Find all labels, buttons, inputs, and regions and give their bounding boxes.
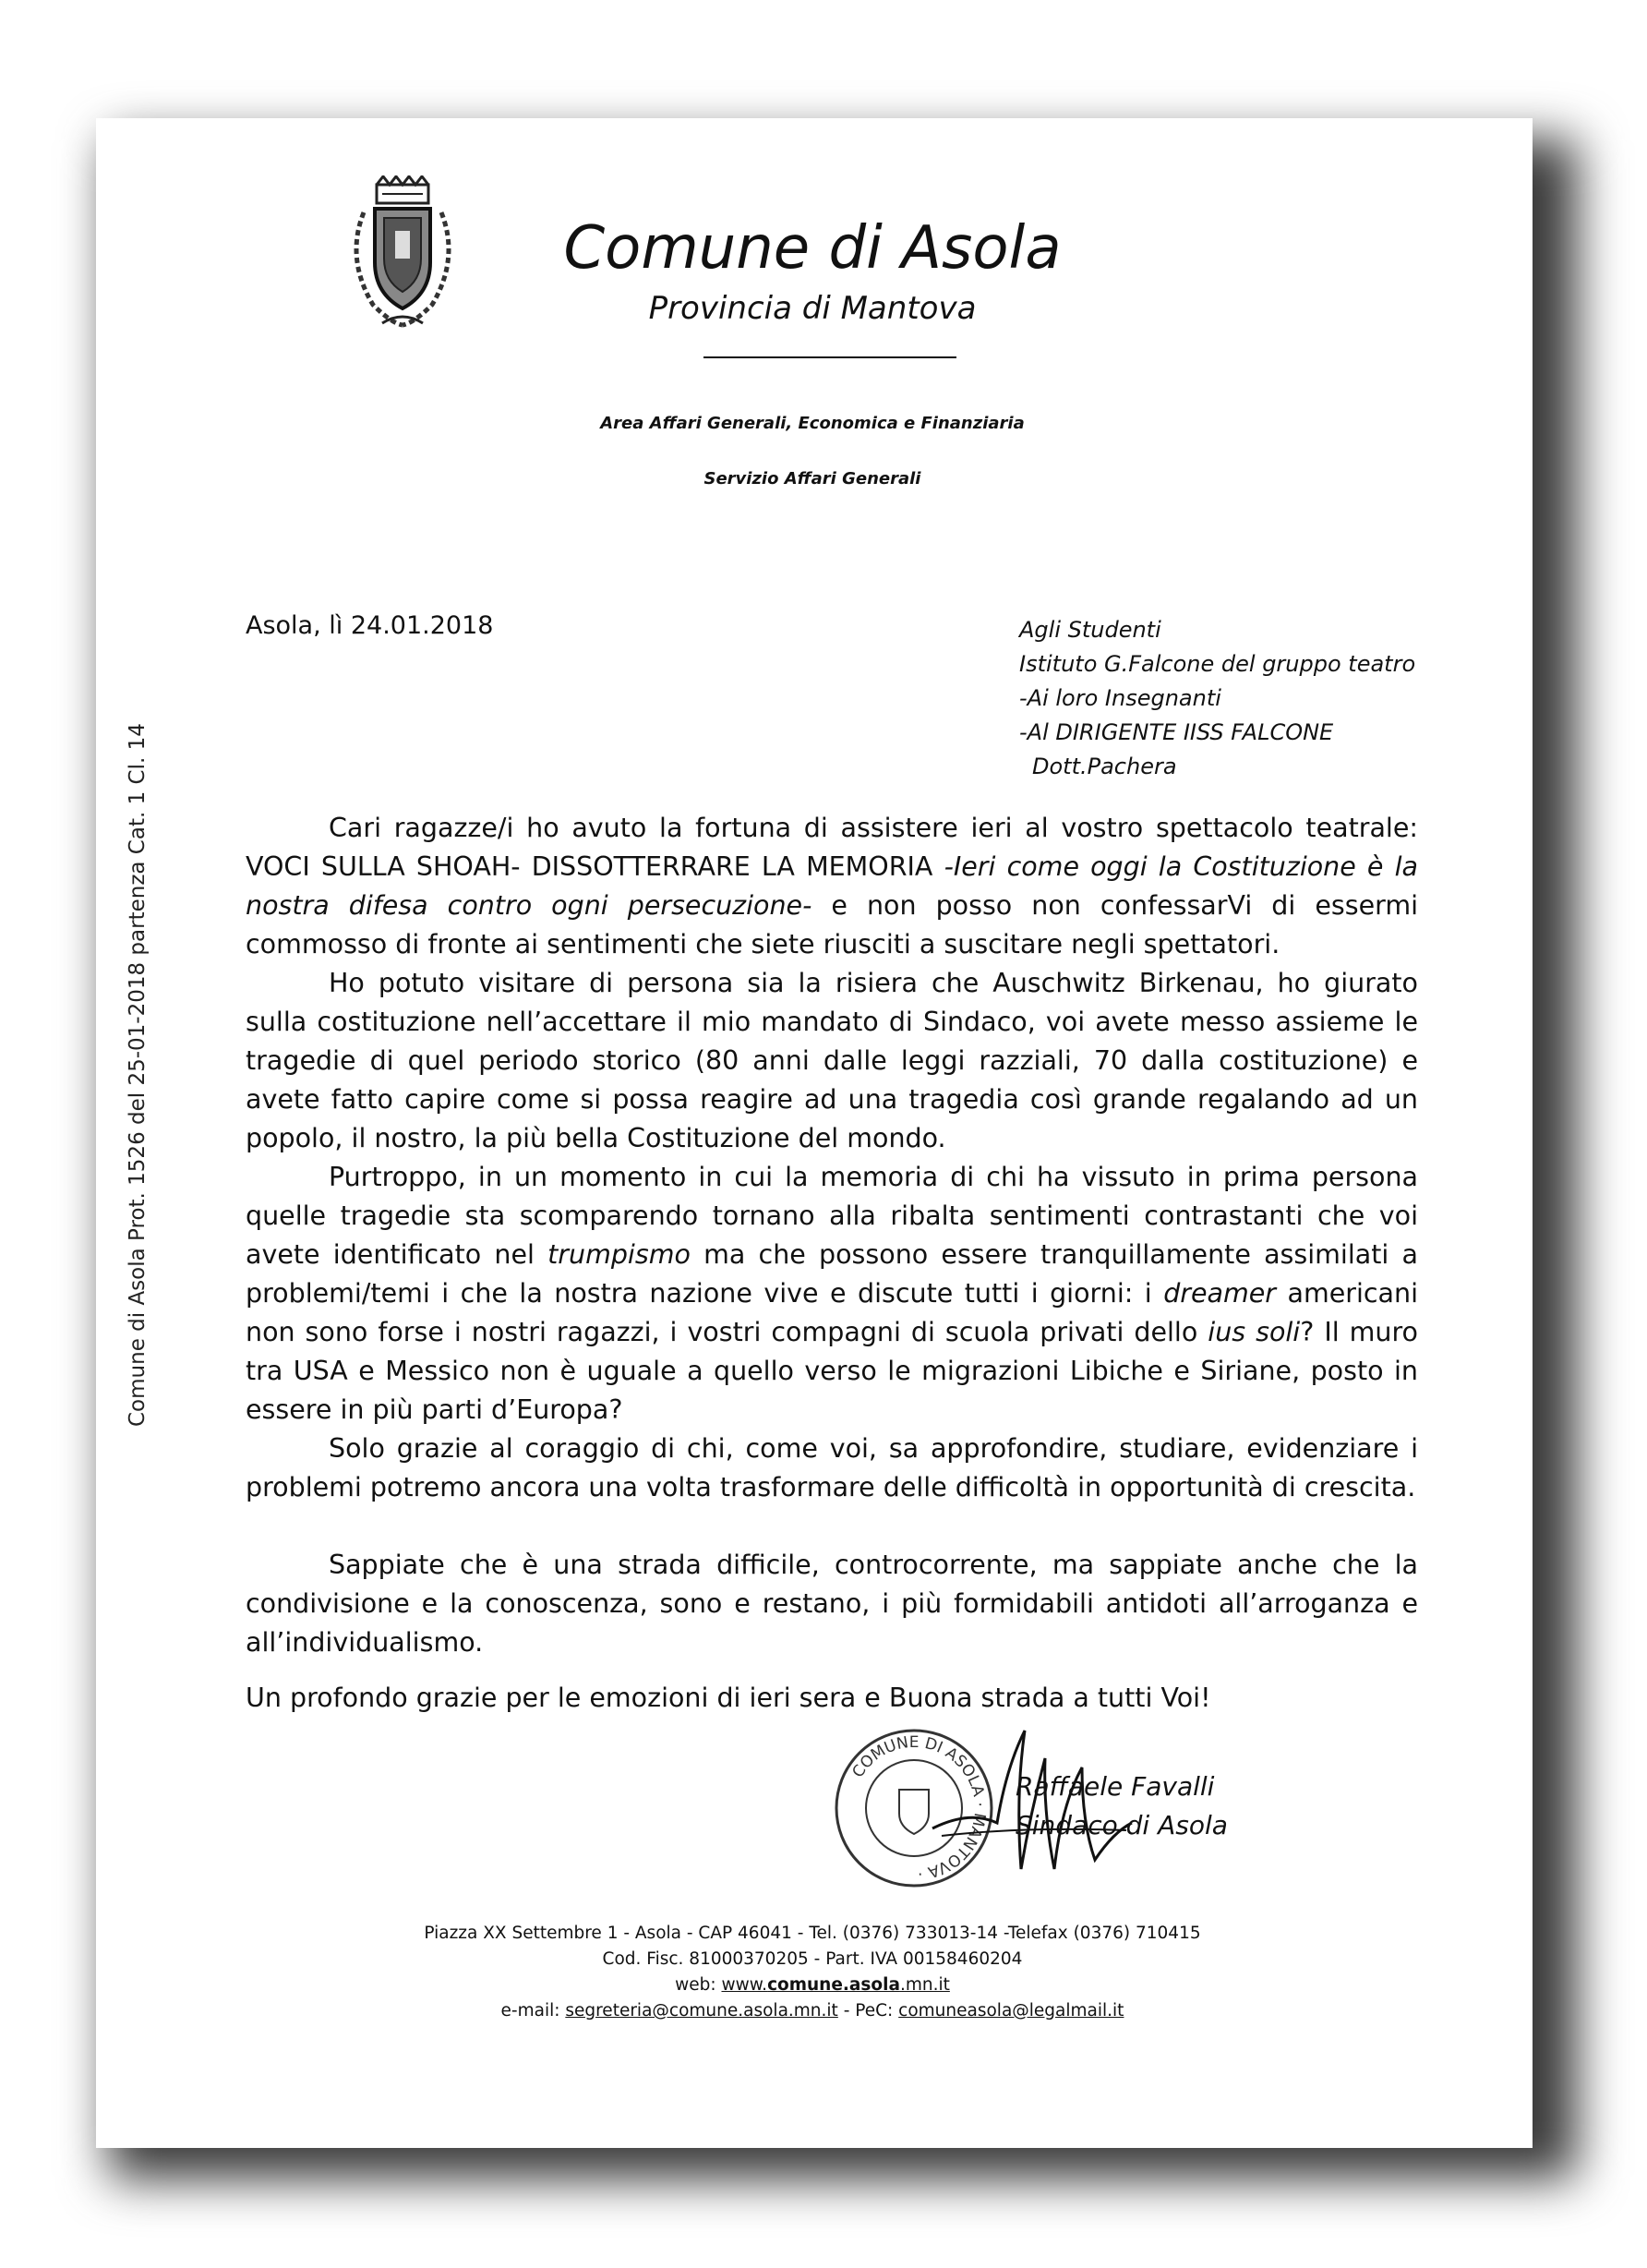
footer-address: Piazza XX Settembre 1 - Asola - CAP 46041 - Tel. (0376) 733013-14 -Telefax (0376) 710415: [424, 1924, 1201, 1943]
closing-line: Un profondo grazie per le emozioni di ieri sera e Buona strada a tutti Voi!: [246, 1683, 1211, 1713]
footer-tax-ids: Cod. Fisc. 81000370205 - Part. IVA 00158460204: [602, 1949, 1023, 1969]
pec-link[interactable]: comuneasola@legalmail.it: [898, 2001, 1124, 2021]
province-subtitle: Provincia di Mantova: [648, 290, 977, 327]
paragraph-5: Sappiate che è una strada difficile, controcorrente, ma sappiate anche che la condivisione e la conoscenza, sono e restano, i più formidabili antidoti all’arroganza e all’individualismo.: [246, 1550, 1418, 1658]
recipient-line: Agli Studenti: [1019, 617, 1161, 643]
department-area: Area Affari Generali, Economica e Finanziaria: [600, 414, 1025, 433]
recipient-line: Istituto G.Falcone del gruppo teatro: [1019, 651, 1416, 677]
signer-name: Raffaele Favalli: [1016, 1771, 1215, 1802]
signer-block: [1016, 1767, 1228, 1845]
recipient-line: Dott.Pachera: [1032, 754, 1177, 779]
letter-date: Asola, lì 24.01.2018: [246, 611, 494, 640]
footer-web: web: www.comune.asola.mn.it: [675, 1975, 950, 1995]
website-link[interactable]: www.comune.asola.mn.it: [721, 1975, 950, 1995]
header-divider: [703, 356, 956, 358]
recipient-line: -Ai loro Insegnanti: [1019, 685, 1221, 711]
letterhead-footer: [323, 1921, 1302, 2024]
protocol-stamp: Comune di Asola Prot. 1526 del 25-01-2018 partenza Cat. 1 Cl. 14: [126, 723, 150, 1427]
coat-of-arms-icon: [338, 175, 467, 332]
recipient-block: [1019, 613, 1415, 784]
recipient-line: -Al DIRIGENTE IISS FALCONE: [1019, 719, 1334, 745]
paragraph-1: Cari ragazze/i ho avuto la fortuna di assistere ieri al vostro spettacolo teatrale: VOCI SULLA SHOAH- DISSOTTERRARE LA MEMORIA -Ieri come oggi la Costituzione è la nostra difesa contro ogni persecuzione- e non posso non confessarVi di essermi commosso di fronte ai sentimenti che siete riusciti a suscitare negli spettatori.: [246, 813, 1419, 959]
signer-role: Sindaco di Asola: [1016, 1810, 1228, 1840]
paragraph-3: Purtroppo, in un momento in cui la memoria di chi ha vissuto in prima persona quelle tragedie sta scomparendo tornano alla ribalta sentimenti contrastanti che voi avete identificato nel trumpismo ma che possono essere tranquillamente assimilati a problemi/temi i che la nostra nazione vive e discute tutti i giorni: i dreamer americani non sono forse i nostri ragazzi, i vostri compagni di scuola privati dello ius soli? Il muro tra USA e Messico non è uguale a quello verso le migrazioni Libiche e Siriane, posto in essere in più parti d’Europa?: [246, 1162, 1419, 1425]
paragraph-4: Solo grazie al coraggio di chi, come voi, sa approfondire, studiare, evidenziare i problemi potremo ancora una volta trasformare delle difficoltà in opportunità di crescita.: [246, 1433, 1418, 1502]
svg-text:COMUNE DI ASOLA · MANTOVA ·: COMUNE DI ASOLA · MANTOVA ·: [848, 1732, 990, 1883]
paragraph-2: Ho potuto visitare di persona sia la risiera che Auschwitz Birkenau, ho giurato sulla costituzione nell’accettare il mio mandato di Sindaco, voi avete messo assieme le tragedie di quel periodo storico (80 anni dalle leggi razziali, 70 dalla costituzione) e avete fatto capire come si possa reagire ad una tragedia così grande regalando ad un popolo, il nostro, la più bella Costituzione del mondo.: [246, 968, 1418, 1153]
footer-contacts: e-mail: segreteria@comune.asola.mn.it - PeC: comuneasola@legalmail.it: [500, 2001, 1124, 2021]
letter-body: [246, 809, 1418, 1662]
department-service: Servizio Affari Generali: [703, 469, 921, 489]
municipality-title: Comune di Asola: [563, 214, 1062, 283]
email-link[interactable]: segreteria@comune.asola.mn.it: [565, 2001, 838, 2021]
